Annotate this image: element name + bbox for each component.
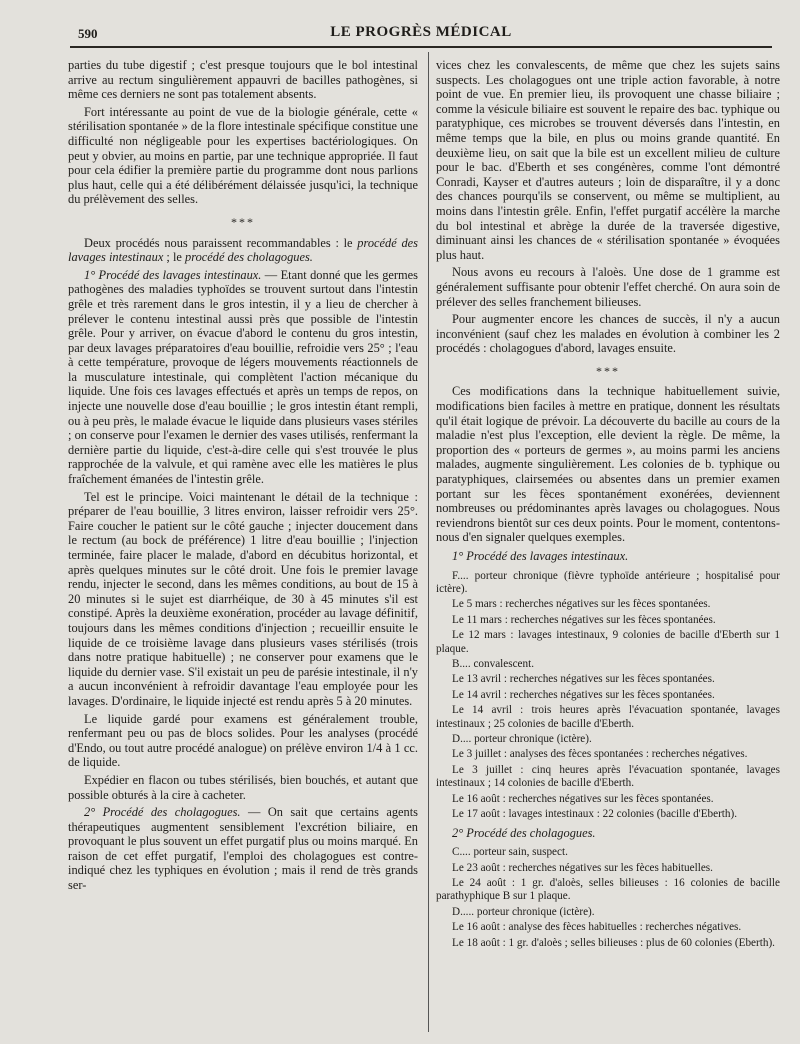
case-line: C.... porteur sain, suspect. <box>452 846 568 859</box>
case-line: Le 23 août : recherches négatives sur les fèces habituelles. <box>452 861 713 874</box>
case-line: Le 18 août : 1 gr. d'aloès ; selles bilieuses : plus de 60 colonies (Eberth). <box>452 936 775 949</box>
section-separator: *** <box>231 214 255 229</box>
case-line: B.... convalescent. <box>452 658 535 671</box>
paragraph: Nous avons eu recours à l'aloès. Une dose de 1 gramme est généralement suffisante pour obtenir l'effet cherché. On aura soin de prélever des selles franchement bilieuses. <box>436 265 780 309</box>
paragraph: parties du tube digestif ; c'est presque toujours que le bol intestinal arrive au rectum singulièrement appauvri de bacilles pathogènes, si même ces derniers ne sont pas totalement absents. <box>68 58 418 102</box>
case-line: Le 3 juillet : analyses des fèces spontanées : recherches négatives. <box>452 748 748 761</box>
page-header <box>70 22 772 44</box>
paragraph: Tel est le principe. Voici maintenant le détail de la technique : préparer de l'eau bouillie, 3 litres environ, laisser refroidir vers 25°. Faire coucher le patient sur le côté gauche ; injecter doucement dans le rectum (au bock de préférence) 1 litre d'eau bouillie ; l'injection terminée, faire placer le malade, d'abord en décubitus horizontal, et après quelques minutes sur le côté droit. Une fois le premier lavage rendu, injecter le second, dans les mêmes conditions, au bout de 15 à 20 minutes si le sujet est diarrhéique, de 30 à 45 minutes s'il est constipé. Après la deuxième exonération, procéder au lavage définitif, toujours dans les mêmes conditions d'injection ; recueillir ensuite le liquide de ce troisième lavage dans plusieurs vases stérilisés (trois dans notre pratique habituelle) ; ne conserver pour examens que le liquide du dernier vase. S'il existait un peu de parésie intestinale, il n'y a aucun inconvénient à refroidir davantage l'eau employée pour les lavages. D'ordinaire, le liquide injecté est rendu après 5 à 20 minutes. <box>68 489 418 708</box>
case-line: Le 16 août : recherches négatives sur les fèces spontanées. <box>452 792 714 805</box>
section-heading: 2° Procédé des cholagogues. <box>452 825 596 840</box>
italic-run: procédé des lavages intestinaux <box>68 235 418 265</box>
paragraph <box>68 268 418 487</box>
header-rule <box>70 46 772 48</box>
section-heading: 2° Procédé des cholagogues. <box>84 805 241 820</box>
case-line: Le 13 avril : recherches négatives sur les fèces spontanées. <box>452 673 715 686</box>
running-title: LE PROGRÈS MÉDICAL <box>330 24 512 40</box>
paragraph <box>68 805 418 893</box>
section-separator: *** <box>596 363 620 378</box>
paragraph: vices chez les convalescents, de même que chez les sujets sains suspects. Les cholagogues ont une triple action favorable, à notre point de vue. En premier lieu, ils provoquent une chasse biliaire ; comme la vésicule biliaire est souvent le repaire des bac. typhique ou paratyphique, ces microbes se trouvent déversés dans l'intestin, en même temps que la bile, en plus ou moins grande quantité. En deuxième lieu, on sait que la bile est un excellent milieu de culture pour le bac. d'Eberth et ses congénères, comme l'ont démontré Conradi, Kayser et d'autres auteurs ; loin de disparaître, il y a donc des chances pourqu'ils se conservent, ou même se multiplient, au moins dans l'intestin grêle. Enfin, l'effet purgatif accélère la marche du bol intestinal et abrège la durée de la traversée digestive, diminuant ainsi les chances de « stérilisation spontanée » évoquées plus haut. <box>436 58 780 262</box>
italic-run: procédé des cholagogues. <box>185 250 313 265</box>
case-line: Le 3 juillet : cinq heures après l'évacuation spontanée, lavages intestinaux ; 14 colonies de bacille d'Eberth. <box>436 763 780 790</box>
case-line: F.... porteur chronique (fièvre typhoïde antérieure ; hospitalisé pour ictère). <box>436 569 780 595</box>
case-line: Le 24 août : 1 gr. d'aloès, selles bilieuses : 16 colonies de bacille parathyphique B sur 1 plaque. <box>436 876 780 903</box>
text-run: — Etant donné que les germes pathogènes des maladies typhoïdes se trouvent surtout dans l'intestin grêle et très rarement dans le gros intestin, il y a lieu de chercher à prélever le contenu intestinal aussi près que possible de l'intestin grêle. Pour y arriver, on évacue d'abord le contenu du gros intestin, par deux lavages préparatoires d'eau bouillie, refroidie vers 25° ; l'eau à cette température, provoque de légers mouvements réactionnels de la musculature intestinale, qui complètent l'action mécanique du liquide. Une fois ces lavages effectués et après un temps de repos, on injecte une nouvelle dose d'eau bouillie ; le gros intestin étant rempli, ou à peu près, le malade évacue le liquide dans plusieurs vases stériles ; on conserve pour l'examen le dernier des vases utilisés, renfermant la dernière partie du liquide, c'est-à-dire celle qui s'est trouvée le plus rapprochée de la valvule, et qui ramène avec elle les matières le plus fraîchement émanées de l'intestin grêle. <box>68 267 419 487</box>
case-line: Le 14 avril : trois heures après l'évacuation spontanée, lavages intestinaux ; 25 colonies de bacille d'Eberth. <box>436 704 780 730</box>
case-line: D.... porteur chronique (ictère). <box>452 733 592 746</box>
paragraph: Expédier en flacon ou tubes stérilisés, bien bouchés, et autant que possible obturés à la cire à cacheter. <box>68 772 418 802</box>
case-line: Le 5 mars : recherches négatives sur les fèces spontanées. <box>452 598 711 611</box>
case-line: D..... porteur chronique (ictère). <box>452 905 595 918</box>
case-line: Le 14 avril : recherches négatives sur les fèces spontanées. <box>452 688 715 701</box>
text-run: Deux procédés nous paraissent recommandables : le <box>84 235 358 250</box>
case-line: Le 11 mars : recherches négatives sur les fèces spontanées. <box>452 613 716 626</box>
case-line: Le 16 août : analyse des fèces habituelles : recherches négatives. <box>452 921 742 934</box>
right-column <box>436 58 780 952</box>
section-heading: 1° Procédé des lavages intestinaux. <box>452 549 629 563</box>
left-column <box>68 58 418 896</box>
paragraph <box>68 236 418 265</box>
case-list-cholagogues <box>436 846 780 950</box>
page-number: 590 <box>78 26 98 41</box>
paragraph: Pour augmenter encore les chances de succès, il n'y a aucun inconvénient (sauf chez les malades en évolution à combiner les 2 procédés : cholagogues d'abord, lavages ensuite. <box>436 312 780 356</box>
text-run: — On sait que certains agents thérapeutiques augmentent sensiblement l'excrétion biliaire, en provoquant le plus souvent un effet purgatif plus ou moins marqué. En raison de cet effet purgatif, l'emploi des cholagogues est contre-indiqué chez les typhiques en évolution ; mais il rend de très grands ser- <box>68 805 418 893</box>
paragraph: Le liquide gardé pour examens est généralement trouble, renfermant peu ou pas de blocs solides. Pour les analyses (procédé d'Endo, ou tout autre procédé analogue) on prélève environ 1/4 à 1 cc. de liquide. <box>68 711 418 770</box>
text-run: ; le <box>163 250 186 265</box>
column-divider <box>428 52 429 1032</box>
case-line: Le 12 mars : lavages intestinaux, 9 colonies de bacille d'Eberth sur 1 plaque. <box>436 629 780 655</box>
paragraph: Ces modifications dans la technique habituellement suivie, modifications bien faciles à mettre en pratique, donnent les résultats qu'il était logique de prévoir. La découverte du bacille au cours de la maladie n'est plus l'exception, elle devient la règle. De même, la proportion des « porteurs de germes », au moins parmi les anciens malades, augmente singulièrement. Les colonies de b. typhique ou paratyphiques, clairsemées ou absentes dans un premier examen portant sur les fèces spontanément exonérées, deviennent nombreuses ou prédominantes après lavages ou cholagogues. Nous reviendrons bientôt sur ces deux points. Pour le moment, contentons-nous d'en signaler quelques exemples. <box>436 384 780 545</box>
paragraph: Fort intéressante au point de vue de la biologie générale, cette « stérilisation spontanée » de la flore intestinale spécifique constitue une difficulté non négligeable pour les expertises bactériologiques. On peut y obvier, au moins en partie, par une technique appropriée. Il faut pour cela édifier la première partie du programme dont nous parlions plus haut, celle qui a été délibérément délaissée jusqu'ici, la technique du prélèvement des selles. <box>68 104 418 207</box>
case-line: Le 17 août : lavages intestinaux : 22 colonies (bacille d'Eberth). <box>452 808 738 821</box>
section-heading: 1° Procédé des lavages intestinaux. <box>84 267 262 282</box>
case-list-lavages <box>436 570 780 822</box>
